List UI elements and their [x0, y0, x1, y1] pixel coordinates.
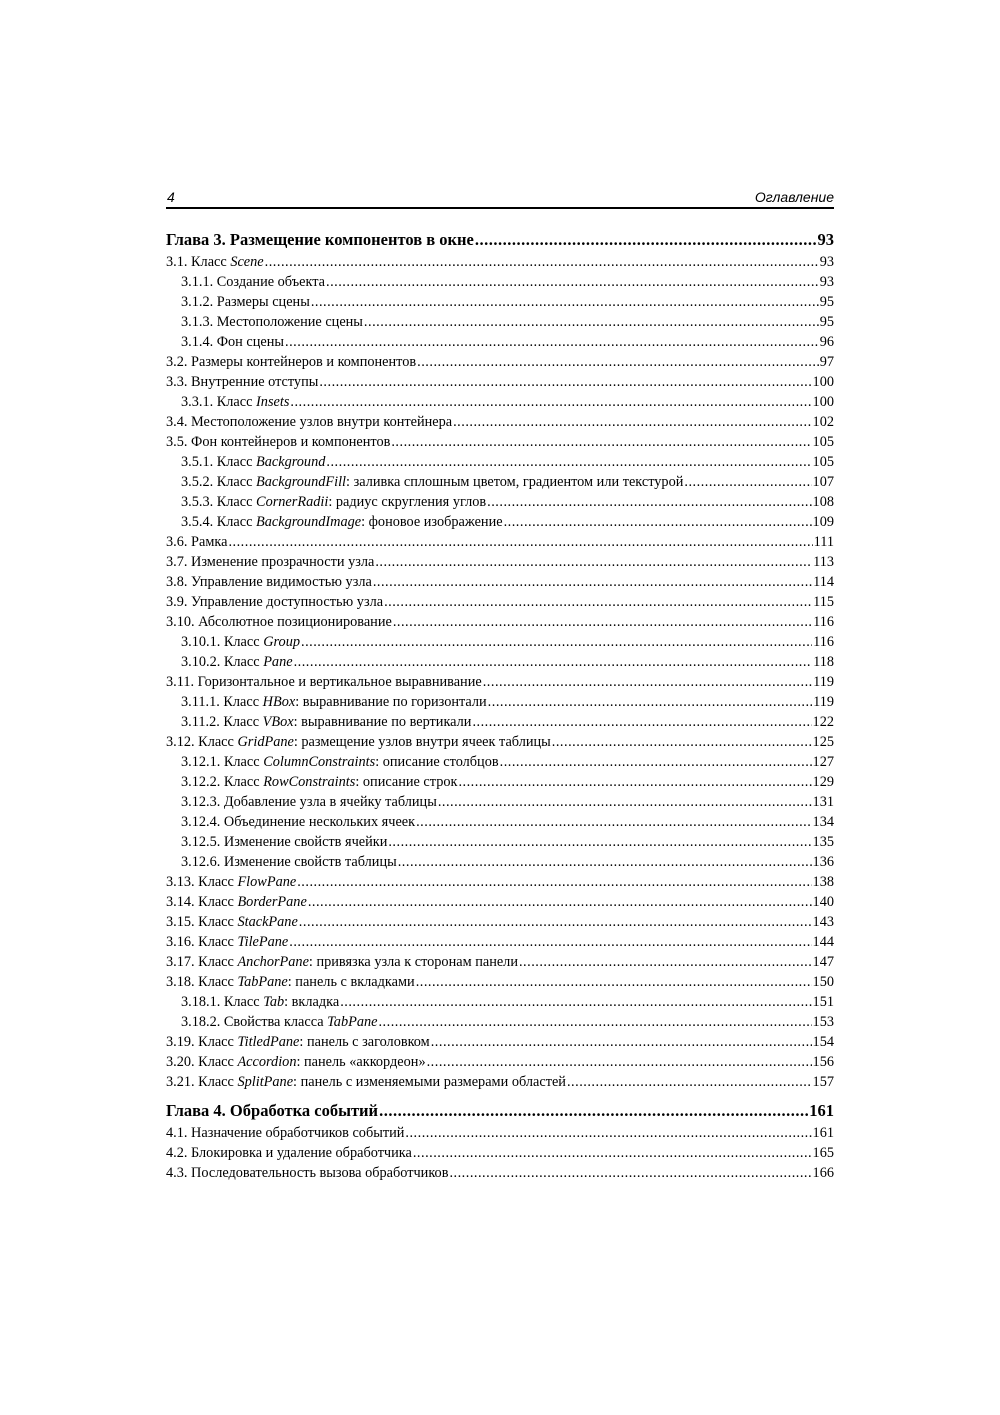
toc-entry-page: 109: [812, 514, 834, 530]
dot-leader: [458, 772, 811, 792]
dot-leader: [326, 452, 811, 472]
class-name: Background: [256, 454, 326, 470]
toc-entry-page: 93: [819, 254, 834, 270]
toc-entry[interactable]: [166, 452, 834, 472]
class-name: Insets: [256, 394, 290, 410]
toc-entry-page: 107: [812, 474, 834, 490]
toc-entry-page: 119: [813, 694, 834, 710]
toc-entry-page: 97: [819, 354, 834, 370]
toc-entry[interactable]: [166, 672, 834, 692]
toc-entry-page: 93: [819, 274, 834, 290]
toc-entry-page: 102: [812, 414, 834, 430]
dot-leader: [398, 852, 812, 872]
toc-entry-title: [166, 672, 482, 692]
dot-leader: [416, 972, 812, 992]
dot-leader: [290, 392, 811, 412]
toc-entry-page: 144: [812, 934, 834, 950]
class-name: CornerRadii: [256, 494, 329, 510]
toc-entry-title: [166, 932, 288, 952]
toc-chapter-4: [166, 1099, 834, 1183]
dot-leader: [308, 892, 812, 912]
toc-entry-page: 138: [812, 874, 834, 890]
toc-entry-page: 96: [819, 334, 834, 350]
toc-entry[interactable]: [166, 1032, 834, 1052]
chapter-heading-page: 161: [809, 1101, 834, 1120]
toc-entry-page: 119: [813, 674, 834, 690]
title-text: : радиус скругления углов: [328, 494, 487, 510]
toc-entry-page: 135: [812, 834, 834, 850]
toc-entry[interactable]: [166, 832, 834, 852]
dot-leader: [379, 1099, 808, 1123]
dot-leader: [416, 812, 811, 832]
title-text: 3.1.3. Местоположение сцены: [181, 314, 363, 330]
toc-entry-title: [166, 572, 372, 592]
title-text: 3.12.4. Объединение нескольких ячеек: [181, 814, 416, 830]
toc-entry-title: [166, 1123, 404, 1143]
dot-leader: [453, 412, 811, 432]
title-text: 3.17. Класс: [166, 954, 238, 970]
dot-leader: [431, 1032, 812, 1052]
toc-entry-page: 105: [812, 434, 834, 450]
toc-entry-page: 113: [813, 554, 834, 570]
toc-entry-page: 116: [813, 634, 834, 650]
toc-entry-title: [166, 1072, 566, 1092]
toc-entry-title: [166, 872, 296, 892]
title-text: 3.11. Горизонтальное и вертикальное выравнивание: [166, 674, 482, 690]
toc-entry-title: [181, 1012, 377, 1032]
title-text: 3.12.6. Изменение свойств таблицы: [181, 854, 397, 870]
title-text: 3.1.2. Размеры сцены: [181, 294, 310, 310]
title-text: Глава 4. Обработка событий: [166, 1101, 379, 1120]
title-text: 3.1.1. Создание объекта: [181, 274, 325, 290]
toc-entry[interactable]: [166, 1163, 834, 1183]
dot-leader: [500, 752, 812, 772]
title-text: Глава 3. Размещение компонентов в окне: [166, 230, 474, 249]
toc-entry-page: 100: [812, 394, 834, 410]
title-text: : описание столбцов: [375, 754, 499, 770]
toc-entry-title: [181, 772, 457, 792]
toc-entry-title: [181, 492, 486, 512]
dot-leader: [487, 492, 811, 512]
title-text: : выравнивание по горизонтали: [295, 694, 487, 710]
title-text: 3.5.3. Класс: [181, 494, 257, 510]
toc-entry-page: 154: [812, 1034, 834, 1050]
title-text: 3.9. Управление доступностью узла: [166, 594, 384, 610]
dot-leader: [388, 832, 811, 852]
title-text: 3.4. Местоположение узлов внутри контейнера: [166, 414, 453, 430]
dot-leader: [472, 712, 811, 732]
class-name: RowConstraints: [263, 774, 356, 790]
toc-entry-title: [166, 252, 264, 272]
title-text: : описание строк: [355, 774, 458, 790]
class-name: Pane: [263, 654, 293, 670]
title-text: 3.5. Фон контейнеров и компонентов: [166, 434, 391, 450]
chapter-heading-title: [166, 228, 474, 252]
title-text: 3.10.1. Класс: [181, 634, 264, 650]
toc-entry-page: 143: [812, 914, 834, 930]
toc-entry[interactable]: [166, 992, 834, 1012]
toc-entry-title: [181, 652, 293, 672]
toc-entry-title: [181, 752, 499, 772]
title-text: 3.18.2. Свойства класса: [181, 1014, 328, 1030]
toc-entry-title: [181, 512, 503, 532]
title-text: : панель «аккордеон»: [296, 1054, 426, 1070]
title-text: 3.12.1. Класс: [181, 754, 264, 770]
toc-entry-page: 166: [812, 1165, 834, 1181]
toc-entry[interactable]: [166, 472, 834, 492]
toc-entry[interactable]: [166, 652, 834, 672]
toc-entry-page: 129: [812, 774, 834, 790]
dot-leader: [384, 592, 812, 612]
toc-entry-page: 118: [813, 654, 834, 670]
title-text: 3.6. Рамка: [166, 534, 228, 550]
toc-entry-title: [166, 1163, 448, 1183]
toc-entry-title: [166, 372, 318, 392]
title-text: 3.12.5. Изменение свойств ячейки: [181, 834, 388, 850]
running-title: Оглавление: [754, 189, 834, 205]
title-text: 3.1.4. Фон сцены: [181, 334, 285, 350]
toc-entry[interactable]: [166, 352, 834, 372]
dot-leader: [265, 252, 819, 272]
toc-entry-title: [166, 732, 551, 752]
title-text: 3.5.4. Класс: [181, 514, 257, 530]
toc-entry[interactable]: [166, 892, 834, 912]
dot-leader: [427, 1052, 812, 1072]
toc-entry-title: [181, 992, 339, 1012]
title-text: 3.12.3. Добавление узла в ячейку таблицы: [181, 794, 437, 810]
toc-entry-title: [181, 332, 284, 352]
toc-entry-title: [166, 912, 298, 932]
dot-leader: [285, 332, 819, 352]
chapter-heading[interactable]: [166, 1099, 834, 1123]
class-name: Tab: [263, 994, 285, 1010]
toc-entry-page: 151: [812, 994, 834, 1010]
toc-entry-page: 100: [812, 374, 834, 390]
dot-leader: [417, 352, 819, 372]
toc-entry[interactable]: [166, 372, 834, 392]
toc-entry-title: [181, 852, 397, 872]
dot-leader: [297, 872, 811, 892]
toc-entry[interactable]: [166, 732, 834, 752]
toc-entry[interactable]: [166, 812, 834, 832]
class-name: SplitPane: [237, 1074, 294, 1090]
dot-leader: [413, 1143, 812, 1163]
title-text: 3.10.2. Класс: [181, 654, 264, 670]
dot-leader: [393, 612, 812, 632]
chapter-heading-page: 93: [817, 230, 834, 249]
title-text: 3.11.1. Класс: [181, 694, 263, 710]
title-text: 3.19. Класс: [166, 1034, 238, 1050]
class-name: BorderPane: [237, 894, 307, 910]
class-name: TilePane: [237, 934, 289, 950]
dot-leader: [311, 292, 819, 312]
toc-entry-page: 156: [812, 1054, 834, 1070]
dot-leader: [364, 312, 819, 332]
toc-entry[interactable]: [166, 692, 834, 712]
class-name: VBox: [262, 714, 294, 730]
toc-entry[interactable]: [166, 852, 834, 872]
toc-entry-title: [181, 312, 363, 332]
toc-entry-title: [181, 792, 437, 812]
toc-entry-page: 165: [812, 1145, 834, 1161]
toc-entry[interactable]: [166, 512, 834, 532]
toc-entry-page: 161: [812, 1125, 834, 1141]
title-text: 3.2. Размеры контейнеров и компонентов: [166, 354, 417, 370]
toc-entry[interactable]: [166, 552, 834, 572]
title-text: : вкладка: [284, 994, 340, 1010]
toc-entry[interactable]: [166, 332, 834, 352]
toc-entry-page: 150: [812, 974, 834, 990]
chapter-heading-title: [166, 1099, 378, 1123]
toc-entry[interactable]: [166, 1143, 834, 1163]
title-text: 3.5.1. Класс: [181, 454, 257, 470]
toc-entry-page: 127: [812, 754, 834, 770]
toc-entry-page: 116: [813, 614, 834, 630]
class-name: ColumnConstraints: [263, 754, 376, 770]
toc-entry[interactable]: [166, 1012, 834, 1032]
toc-entry-page: 95: [819, 314, 834, 330]
class-name: TabPane: [327, 1014, 378, 1030]
dot-leader: [299, 912, 812, 932]
class-name: HBox: [262, 694, 296, 710]
toc-entry-title: [166, 412, 452, 432]
title-text: : фоновое изображение: [361, 514, 503, 530]
class-name: StackPane: [237, 914, 298, 930]
toc-entry[interactable]: [166, 912, 834, 932]
dot-leader: [375, 552, 812, 572]
toc-entry[interactable]: [166, 1072, 834, 1092]
toc-entry-title: [166, 552, 374, 572]
toc-entry-title: [166, 972, 415, 992]
dot-leader: [294, 652, 813, 672]
class-name: BackgroundFill: [256, 474, 347, 490]
title-text: : выравнивание по вертикали: [293, 714, 472, 730]
title-text: : размещение узлов внутри ячеек таблицы: [293, 734, 551, 750]
dot-leader: [378, 1012, 811, 1032]
title-text: 3.15. Класс: [166, 914, 238, 930]
class-name: Scene: [230, 254, 264, 270]
toc-entry-title: [166, 592, 383, 612]
title-text: 3.3. Внутренние отступы: [166, 374, 319, 390]
toc-entry-title: [181, 712, 471, 732]
dot-leader: [391, 432, 811, 452]
dot-leader: [483, 672, 812, 692]
toc-entry-page: 108: [812, 494, 834, 510]
title-text: 3.21. Класс: [166, 1074, 238, 1090]
toc-entry[interactable]: [166, 312, 834, 332]
toc-entry-page: 157: [812, 1074, 834, 1090]
toc-entry-title: [166, 952, 518, 972]
toc-entry-page: 131: [812, 794, 834, 810]
toc-entry[interactable]: [166, 632, 834, 652]
toc-entry-title: [181, 472, 683, 492]
toc-entry-page: 95: [819, 294, 834, 310]
toc-chapter-3: [166, 228, 834, 1092]
toc-entry-title: [181, 692, 487, 712]
toc-entry-title: [166, 532, 227, 552]
title-text: : панель с вкладками: [287, 974, 415, 990]
toc-entry[interactable]: [166, 792, 834, 812]
toc-entry-title: [166, 432, 390, 452]
toc-entry-title: [166, 1032, 430, 1052]
dot-leader: [488, 692, 812, 712]
title-text: 3.18.1. Класс: [181, 994, 264, 1010]
dot-leader: [289, 932, 811, 952]
title-text: 3.16. Класс: [166, 934, 238, 950]
toc-entry[interactable]: [166, 952, 834, 972]
toc-entry[interactable]: [166, 572, 834, 592]
title-text: 3.10. Абсолютное позиционирование: [166, 614, 392, 630]
toc-entry[interactable]: [166, 252, 834, 272]
dot-leader: [340, 992, 811, 1012]
toc-entry[interactable]: [166, 292, 834, 312]
title-text: 3.5.2. Класс: [181, 474, 257, 490]
toc-entry-page: 125: [812, 734, 834, 750]
toc-entry-page: 122: [812, 714, 834, 730]
title-text: 4.2. Блокировка и удаление обработчика: [166, 1145, 412, 1161]
toc-entry[interactable]: [166, 1052, 834, 1072]
toc-entry[interactable]: [166, 932, 834, 952]
toc-entry-title: [181, 272, 325, 292]
toc-entry[interactable]: [166, 752, 834, 772]
toc-entry-page: 115: [813, 594, 834, 610]
dot-leader: [552, 732, 812, 752]
title-text: 3.7. Изменение прозрачности узла: [166, 554, 375, 570]
dot-leader: [449, 1163, 811, 1183]
toc-entry-page: 114: [813, 574, 834, 590]
title-text: 4.3. Последовательность вызова обработчиков: [166, 1165, 449, 1181]
toc-entry[interactable]: [166, 772, 834, 792]
toc-entry-page: 105: [812, 454, 834, 470]
toc-entry[interactable]: [166, 272, 834, 292]
title-text: 3.18. Класс: [166, 974, 238, 990]
toc-entry-page: 140: [812, 894, 834, 910]
class-name: Accordion: [237, 1054, 297, 1070]
toc-entry-page: 111: [813, 534, 834, 550]
running-header: [166, 187, 834, 209]
title-text: : панель с заголовком: [299, 1034, 430, 1050]
toc-entry[interactable]: [166, 432, 834, 452]
class-name: AnchorPane: [237, 954, 309, 970]
class-name: Group: [263, 634, 300, 650]
title-text: 3.1. Класс: [166, 254, 231, 270]
class-name: BackgroundImage: [256, 514, 362, 530]
toc-entry-title: [166, 612, 392, 632]
dot-leader: [228, 532, 812, 552]
class-name: FlowPane: [237, 874, 297, 890]
toc-entry[interactable]: [166, 972, 834, 992]
title-text: : привязка узла к сторонам панели: [308, 954, 518, 970]
title-text: 3.12. Класс: [166, 734, 238, 750]
toc-entry[interactable]: [166, 712, 834, 732]
toc-entry[interactable]: [166, 392, 834, 412]
dot-leader: [301, 632, 812, 652]
dot-leader: [319, 372, 811, 392]
chapter-heading[interactable]: [166, 228, 834, 252]
toc-entry-title: [166, 1052, 426, 1072]
title-text: 3.8. Управление видимостью узла: [166, 574, 372, 590]
title-text: 4.1. Назначение обработчиков событий: [166, 1125, 405, 1141]
toc-entry-page: 147: [812, 954, 834, 970]
dot-leader: [519, 952, 812, 972]
toc-entry-title: [166, 1143, 412, 1163]
title-text: 3.12.2. Класс: [181, 774, 264, 790]
dot-leader: [405, 1123, 811, 1143]
toc-entry-title: [181, 832, 387, 852]
toc-entry-page: 136: [812, 854, 834, 870]
title-text: 3.13. Класс: [166, 874, 238, 890]
dot-leader: [567, 1072, 812, 1092]
title-text: 3.11.2. Класс: [181, 714, 263, 730]
toc-entry-title: [166, 892, 307, 912]
toc-entry[interactable]: [166, 412, 834, 432]
toc-entry[interactable]: [166, 612, 834, 632]
page-number: 4: [167, 189, 175, 205]
toc-entry[interactable]: [166, 872, 834, 892]
title-text: : панель с изменяемыми размерами областей: [293, 1074, 566, 1090]
class-name: GridPane: [237, 734, 294, 750]
title-text: 3.20. Класс: [166, 1054, 238, 1070]
dot-leader: [326, 272, 819, 292]
title-text: : заливка сплошным цветом, градиентом или текстурой: [346, 474, 684, 490]
toc-entry-title: [181, 452, 325, 472]
class-name: TabPane: [237, 974, 288, 990]
title-text: 3.14. Класс: [166, 894, 238, 910]
dot-leader: [684, 472, 811, 492]
class-name: TitledPane: [237, 1034, 300, 1050]
toc-entry-title: [181, 632, 300, 652]
toc-entry-page: 134: [812, 814, 834, 830]
toc-entry-title: [181, 812, 415, 832]
toc-entry-title: [181, 292, 310, 312]
dot-leader: [438, 792, 812, 812]
toc-entry-title: [166, 352, 416, 372]
toc-entry-page: 153: [812, 1014, 834, 1030]
toc-entry[interactable]: [166, 1123, 834, 1143]
title-text: 3.3.1. Класс: [181, 394, 257, 410]
toc-entry-title: [181, 392, 289, 412]
dot-leader: [475, 228, 817, 252]
toc-entry[interactable]: [166, 492, 834, 512]
toc-entry[interactable]: [166, 592, 834, 612]
dot-leader: [373, 572, 812, 592]
dot-leader: [504, 512, 812, 532]
toc-entry[interactable]: [166, 532, 834, 552]
